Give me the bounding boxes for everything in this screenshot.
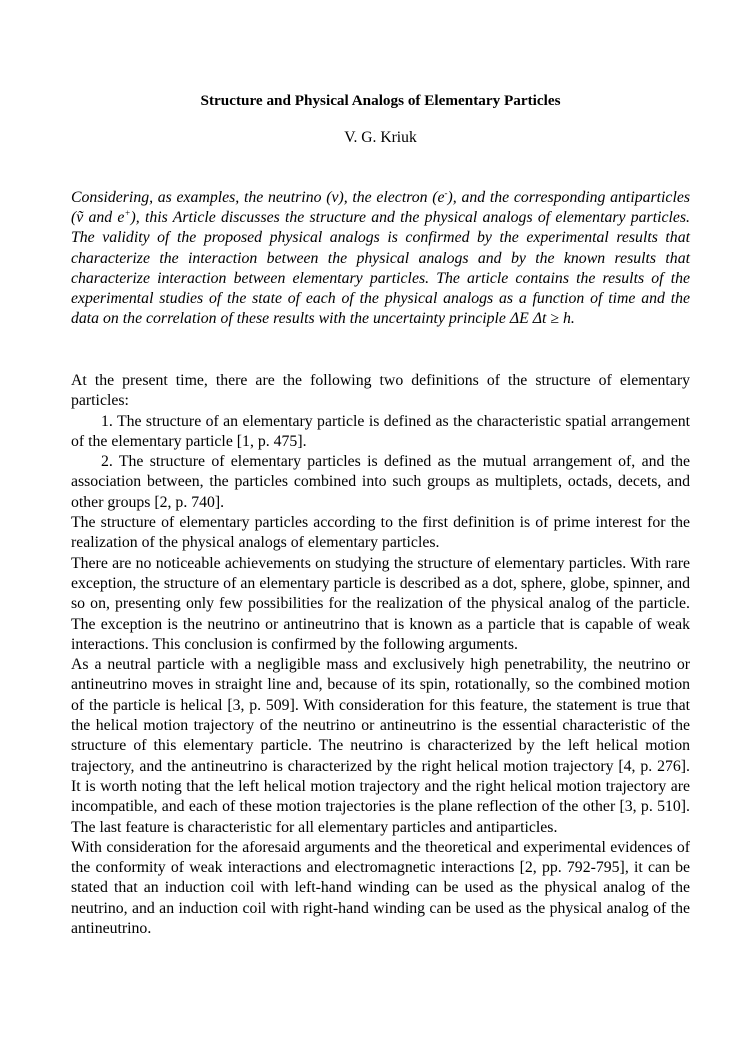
paper-author: V. G. Kriuk [344,129,417,146]
paper-title: Structure and Physical Analogs of Elementary Particles [200,92,561,109]
paragraph-induction-coil: With consideration for the aforesaid arguments and the theoretical and experimental evidences of the conformity of weak interactions and electromagnetic interactions [2, pp. 792-795], it can be stated that an induction coil with left-hand winding can be used as the physical analog of the neutrino, and an induction coil with right-hand winding can be used as the physical analog of the antineutrino. [71,838,690,938]
paragraph-no-achievements: There are no noticeable achievements on studying the structure of elementary particles. With rare exception, the structure of an elementary particle is described as a dot, sphere, globe, spinner, and so on, presenting only few possibilities for the realization of the physical analog of the particle. The exception is the neutrino or antineutrino that is known as a particle that is capable of weak interactions. This conclusion is confirmed by the following arguments. [71,554,690,653]
paragraph-intro: At the present time, there are the following two definitions of the structure of elementary particles: [71,372,690,410]
abstract-text-3: ), this Article discusses the structure and the physical analogs of elementary particles. The validity of the proposed physical analogs is confirmed by the experimental results that characterize the interaction between the physical analogs and by the known results that characterize interaction between elementary particles. The article contains the results of the experimental studies of the state of each of the physical analogs as a function of time and the data on the correlation of these results with the uncertainty principle ΔE Δt ≥ h. [71,209,690,328]
abstract-text-2: ), and the corresponding antiparticles (ṽ and e [71,189,690,227]
body-text [71,371,690,939]
abstract-text-1: Considering, as examples, the neutrino (v), the electron (e [71,189,445,206]
paragraph-definition-1: 1. The structure of an elementary particle is defined as the characteristic spatial arrangement of the elementary particle [1, p. 475]. [71,412,690,450]
paragraph-prime-interest: The structure of elementary particles according to the first definition is of prime interest for the realization of the physical analogs of elementary particles. [71,514,690,552]
paragraph-neutral-particle: As a neutral particle with a negligible mass and exclusively high penetrability, the neutrino or antineutrino moves in straight line and, because of its spin, rotationally, so the combined motion of the particle is helical [3, p. 509]. With consideration for this feature, the statement is true that the helical motion trajectory of the neutrino or antineutrino is the essential characteristic of the structure of this elementary particle. The neutrino is characterized by the left helical motion trajectory, and the antineutrino is characterized by the right helical motion trajectory [4, p. 276]. It is worth noting that the left helical motion trajectory and the right helical motion trajectory are incompatible, and each of these motion trajectories is the plane reflection of the other [3, p. 510]. The last feature is characteristic for all elementary particles and antiparticles. [71,656,690,836]
positron-charge-superscript: + [124,208,131,219]
abstract [71,188,690,329]
electron-charge-superscript: - [444,188,448,198]
paragraph-definition-2: 2. The structure of elementary particles is defined as the mutual arrangement of, and the association between, the particles combined into such groups as multiplets, octads, decets, and other groups [2, p. 740]. [71,453,690,511]
